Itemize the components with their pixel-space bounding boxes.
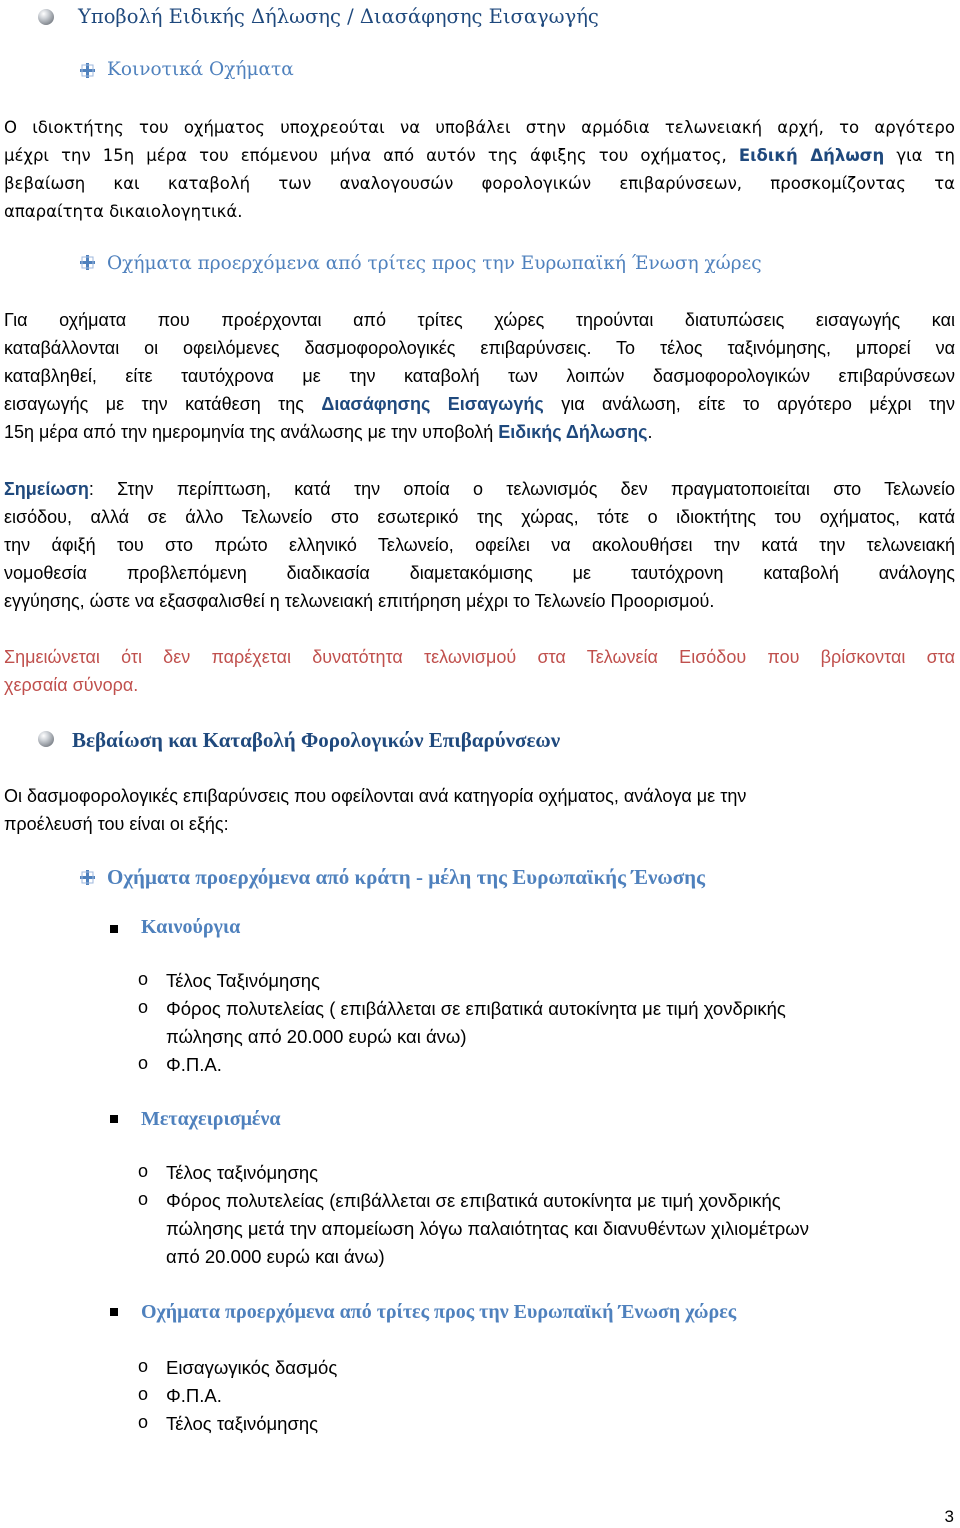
list-bullet: o (138, 1189, 149, 1209)
section-eu-vehicles: Οχήματα προερχόμενα από κράτη - μέλη της Ευρωπαϊκής Ένωσης (107, 865, 705, 889)
note-line: εγγύησης, ώστε να εξασφαλισθεί η τελωνειακή επιτήρηση μέχρι το Τελωνείο Προορισμού. (4, 591, 715, 611)
square-bullet-icon (110, 925, 118, 933)
bold-special-declaration: Ειδική Δήλωση (738, 146, 885, 165)
square-bullet-icon (110, 1115, 118, 1123)
square-bullet-icon (110, 1308, 118, 1316)
para2-line: 15η μέρα από την ημερομηνία της ανάλωσης με την υποβολή Ειδικής Δήλωσης. (4, 422, 653, 442)
note-line: νομοθεσία προβλεπόμενη διαδικασία διαμετακόμισης με ταυτόχρονη καταβολή ανάλογης (4, 563, 955, 583)
para1-line: μέχρι την 15η μέρα του επόμενου μήνα από αυτόν της άφιξης του οχήματος, Ειδική Δήλωση για τη (4, 146, 956, 165)
heading-third-countries-vehicles: Οχήματα προερχόμενα από τρίτες προς την Ευρωπαϊκή Ένωση χώρες (141, 1301, 737, 1323)
page-number: 3 (944, 1507, 954, 1526)
paragraph-third-countries (4, 306, 955, 446)
sphere-bullet-icon (38, 731, 54, 747)
list-bullet: o (138, 969, 149, 989)
list-bullet: o (138, 1053, 149, 1073)
note-line: εισόδου, αλλά σε άλλο Τελωνείο στο εσωτερικό της χώρας, τότε ο ιδιοκτήτης του οχήματος, κατά (4, 507, 955, 527)
cross-bullet-icon (80, 63, 95, 78)
paragraph-intro (4, 782, 955, 838)
list-item: Φόρος πολυτελείας ( επιβάλλεται σε επιβατικά αυτοκίνητα με τιμή χονδρικής (166, 998, 786, 1019)
cross-bullet-icon (80, 870, 95, 885)
list-item-continuation: από 20.000 ευρώ και άνω) (166, 1246, 385, 1267)
list-item-continuation: πώλησης από 20.000 ευρώ και άνω) (166, 1026, 467, 1047)
note-line: Σημείωση: Στην περίπτωση, κατά την οποία ο τελωνισμός δεν πραγματοποιείται στο Τελωνείο (4, 479, 955, 499)
list-bullet: o (138, 1384, 149, 1404)
page-title: Υποβολή Ειδικής Δήλωσης / Διασάφησης Εισαγωγής (78, 5, 599, 28)
section-third-countries: Οχήματα προερχόμενα από τρίτες προς την Ευρωπαϊκή Ένωση χώρες (107, 253, 762, 274)
warning-line: Σημειώνεται ότι δεν παρέχεται δυνατότητα τελωνισμού στα Τελωνεία Εισόδου που βρίσκονται στα (4, 647, 955, 667)
sphere-bullet-icon (38, 9, 54, 25)
list-item-continuation: πώλησης μετά την απομείωση λόγω παλαιότητας και διανυθέντων χιλιομέτρων (166, 1218, 809, 1239)
list-item: Φ.Π.Α. (166, 1385, 222, 1406)
list-bullet: o (138, 1412, 149, 1432)
cross-bullet-icon (80, 255, 95, 270)
para1-line: βεβαίωση και καταβολή των αναλογουσών φορολογικών επιβαρύνσεων, προσκομίζοντας τα (4, 174, 955, 193)
list-bullet: o (138, 997, 149, 1017)
list-item: Τέλος Ταξινόμησης (166, 970, 320, 991)
section-community-vehicles: Κοινοτικά Οχήματα (107, 59, 294, 80)
para2-line: καταβληθεί, είτε ταυτόχρονα με την καταβολή των λοιπών δασμοφορολογικών επιβαρύνσεων (4, 366, 955, 386)
paragraph-warning (4, 643, 955, 699)
para1-line: Ο ιδιοκτήτης του οχήματος υποχρεούται να υποβάλει στην αρμόδια τελωνειακή αρχή, το αργότερο (4, 118, 955, 137)
list-bullet: o (138, 1356, 149, 1376)
heading-used-vehicles: Μεταχειρισμένα (141, 1108, 281, 1130)
para2-line: Για οχήματα που προέρχονται από τρίτες χώρες τηρούνται διατυπώσεις εισαγωγής και (4, 310, 955, 330)
list-item: Τέλος ταξινόμησης (166, 1413, 319, 1434)
note-label: Σημείωση (4, 479, 89, 499)
bold-special-declaration: Ειδικής Δήλωσης (498, 422, 648, 442)
list-item: Φόρος πολυτελείας (επιβάλλεται σε επιβατικά αυτοκίνητα με τιμή χονδρικής (166, 1190, 781, 1211)
intro-line: προέλευσή του είναι οι εξής: (4, 814, 229, 834)
warning-line: χερσαία σύνορα. (4, 675, 139, 695)
list-bullet: o (138, 1161, 149, 1181)
section-payment: Βεβαίωση και Καταβολή Φορολογικών Επιβαρύνσεων (72, 728, 561, 752)
list-item: Εισαγωγικός δασμός (166, 1357, 338, 1378)
para1-line: απαραίτητα δικαιολογητικά. (4, 202, 243, 221)
para2-line: καταβάλλονται οι οφειλόμενες δασμοφορολογικές επιβαρύνσεις. Το τέλος ταξινόμησης, μπορεί να (4, 338, 955, 358)
intro-line: Οι δασμοφορολογικές επιβαρύνσεις που οφείλονται ανά κατηγορία οχήματος, ανάλογα με την (4, 786, 747, 806)
list-item: Φ.Π.Α. (166, 1054, 222, 1075)
heading-new-vehicles: Καινούργια (141, 916, 241, 938)
paragraph-community (4, 114, 955, 226)
note-line: την άφιξή του στο πρώτο ελληνικό Τελωνείο, οφείλει να ακολουθήσει την κατά την τελωνειακή (4, 535, 955, 555)
para2-line: εισαγωγής με την κατάθεση της Διασάφησης Εισαγωγής για ανάλωση, είτε το αργότερο μέχρι την (4, 394, 956, 414)
paragraph-note (4, 475, 955, 615)
list-item: Τέλος ταξινόμησης (166, 1162, 319, 1183)
bold-import-declaration: Διασάφησης Εισαγωγής (321, 394, 544, 414)
